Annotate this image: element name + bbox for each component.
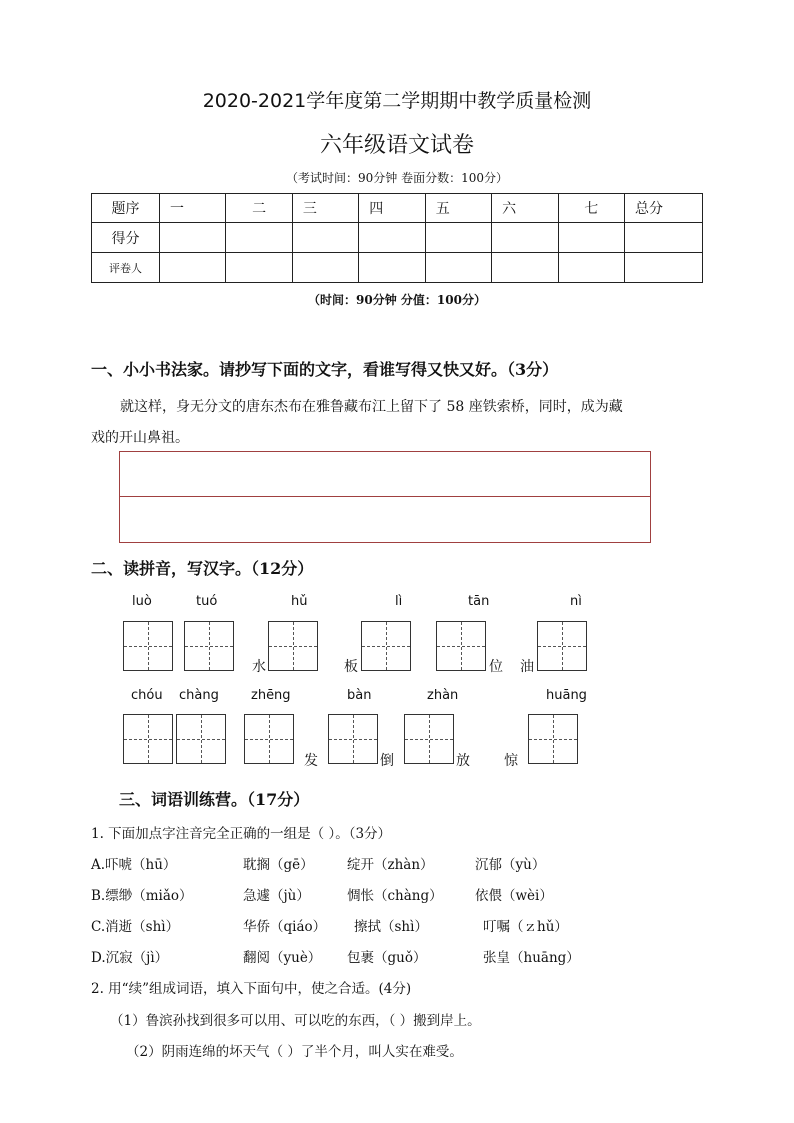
option-d-word4: 张皇（huāng）: [483, 950, 580, 966]
pinyin-label: huāng: [546, 688, 587, 703]
copy-writing-box[interactable]: [119, 451, 651, 543]
score-table-header-row: [92, 194, 703, 223]
word-suffix: 发: [304, 753, 318, 769]
word-suffix: 油: [520, 659, 534, 675]
character-grid-box[interactable]: [436, 621, 486, 671]
score-cell-blank[interactable]: [359, 223, 425, 253]
word-suffix: 位: [489, 659, 503, 675]
grader-cell-blank[interactable]: [226, 253, 292, 283]
option-c-word1: C.消逝（shì）: [91, 919, 180, 935]
score-table: [91, 193, 703, 283]
pinyin-label: tuó: [196, 594, 218, 609]
score-cell-head: 三: [292, 194, 358, 223]
question-1: 1. 下面加点字注音完全正确的一组是（ ）。（3分）: [91, 826, 392, 842]
option-a-word3: 绽开（zhàn）: [347, 857, 434, 873]
grader-cell-blank[interactable]: [160, 253, 226, 283]
option-b-word4: 依偎（wèi）: [475, 888, 553, 904]
grader-cell-blank[interactable]: [558, 253, 624, 283]
question-2-item-2: （2）阴雨连绵的坏天气（ ）了半个月，叫人实在难受。: [126, 1044, 463, 1060]
score-cell-head: 一: [160, 194, 226, 223]
pinyin-label: chàng: [179, 688, 219, 703]
grader-cell-blank[interactable]: [292, 253, 358, 283]
character-grid-box[interactable]: [184, 621, 234, 671]
pinyin-label: bàn: [347, 688, 372, 703]
section1-passage-line1: 就这样，身无分文的唐东杰布在雅鲁藏布江上留下了 58 座铁索桥，同时，成为藏: [120, 399, 623, 415]
character-grid-box[interactable]: [528, 714, 578, 764]
pinyin-label: chóu: [131, 688, 163, 703]
exam-title: 2020-2021学年度第二学期期中教学质量检测: [202, 90, 592, 112]
score-cell-head: 六: [492, 194, 558, 223]
character-grid-box[interactable]: [361, 621, 411, 671]
character-grid-box[interactable]: [123, 714, 173, 764]
character-grid-box[interactable]: [176, 714, 226, 764]
option-d-word2: 翻阅（yuè）: [243, 950, 322, 966]
grader-cell-blank[interactable]: [359, 253, 425, 283]
score-cell-head: 总分: [625, 194, 703, 223]
word-suffix: 板: [344, 659, 358, 675]
character-grid-box[interactable]: [328, 714, 378, 764]
exam-info: （考试时间：90分钟 卷面分数：100分）: [286, 171, 508, 185]
option-c-word3: 擦拭（shì）: [354, 919, 428, 935]
option-b-word3: 惆怅（chàng）: [347, 888, 443, 904]
character-grid-box[interactable]: [537, 621, 587, 671]
pinyin-label: nì: [570, 594, 582, 609]
score-cell-head: 五: [425, 194, 491, 223]
score-cell-blank[interactable]: [226, 223, 292, 253]
option-b-word2: 急遽（jù）: [243, 888, 310, 904]
pinyin-label: zhàn: [427, 688, 459, 703]
option-d-word1: D.沉寂（jì）: [91, 950, 169, 966]
score-table-grader-row: [92, 253, 703, 283]
question-2: 2. 用“续”组成词语，填入下面句中，使之合适。(4分): [91, 981, 412, 997]
option-c-word4: 叮嘱（ｚhǔ）: [483, 919, 568, 935]
option-a-word4: 沉郁（yù）: [475, 857, 546, 873]
time-and-score-note: （时间：90分钟 分值：100分）: [308, 293, 486, 307]
score-cell-head: 七: [558, 194, 624, 223]
option-b-word1: B.缥缈（miǎo）: [91, 888, 193, 904]
option-c-word2: 华侨（qiáo）: [243, 919, 327, 935]
grader-cell-blank[interactable]: [625, 253, 703, 283]
score-cell-blank[interactable]: [292, 223, 358, 253]
option-a-word2: 耽搁（gē）: [243, 857, 314, 873]
word-suffix: 放: [456, 753, 470, 769]
option-d-word3: 包裹（guǒ）: [347, 950, 427, 966]
option-a-word1: A.吓唬（hū）: [91, 857, 177, 873]
section1-heading: 一、小小书法家。请抄写下面的文字，看谁写得又快又好。（3分）: [91, 360, 559, 379]
section3-heading: 三、词语训练营。（17分）: [119, 790, 310, 809]
score-cell-blank[interactable]: [625, 223, 703, 253]
score-cell-blank[interactable]: [425, 223, 491, 253]
exam-subject: 六年级语文试卷: [319, 133, 474, 158]
question-2-item-1: （1）鲁滨孙找到很多可以用、可以吃的东西，（ ）搬到岸上。: [110, 1013, 481, 1029]
word-suffix: 水: [252, 659, 266, 675]
character-grid-box[interactable]: [268, 621, 318, 671]
grader-cell-blank[interactable]: [425, 253, 491, 283]
character-grid-box[interactable]: [404, 714, 454, 764]
grader-cell-blank[interactable]: [492, 253, 558, 283]
score-cell-head: 二: [226, 194, 292, 223]
character-grid-box[interactable]: [123, 621, 173, 671]
section2-heading: 二、读拼音，写汉字。（12分）: [91, 559, 314, 578]
score-row-label: 得分: [92, 223, 160, 253]
score-cell-blank[interactable]: [492, 223, 558, 253]
score-cell-head: 四: [359, 194, 425, 223]
pinyin-label: lì: [395, 594, 403, 609]
score-cell-blank[interactable]: [160, 223, 226, 253]
section1-passage-line2: 戏的开山鼻祖。: [91, 430, 189, 446]
word-suffix: 倒: [380, 753, 394, 769]
score-table-score-row: [92, 223, 703, 253]
character-grid-box[interactable]: [244, 714, 294, 764]
pinyin-label: hǔ: [291, 594, 308, 609]
word-suffix: 惊: [504, 753, 518, 769]
score-cell-label: 题序: [92, 194, 160, 223]
grader-row-label: 评卷人: [92, 253, 160, 283]
pinyin-label: zhēng: [251, 688, 291, 703]
score-cell-blank[interactable]: [558, 223, 624, 253]
pinyin-label: luò: [132, 594, 152, 609]
pinyin-label: tān: [468, 594, 490, 609]
